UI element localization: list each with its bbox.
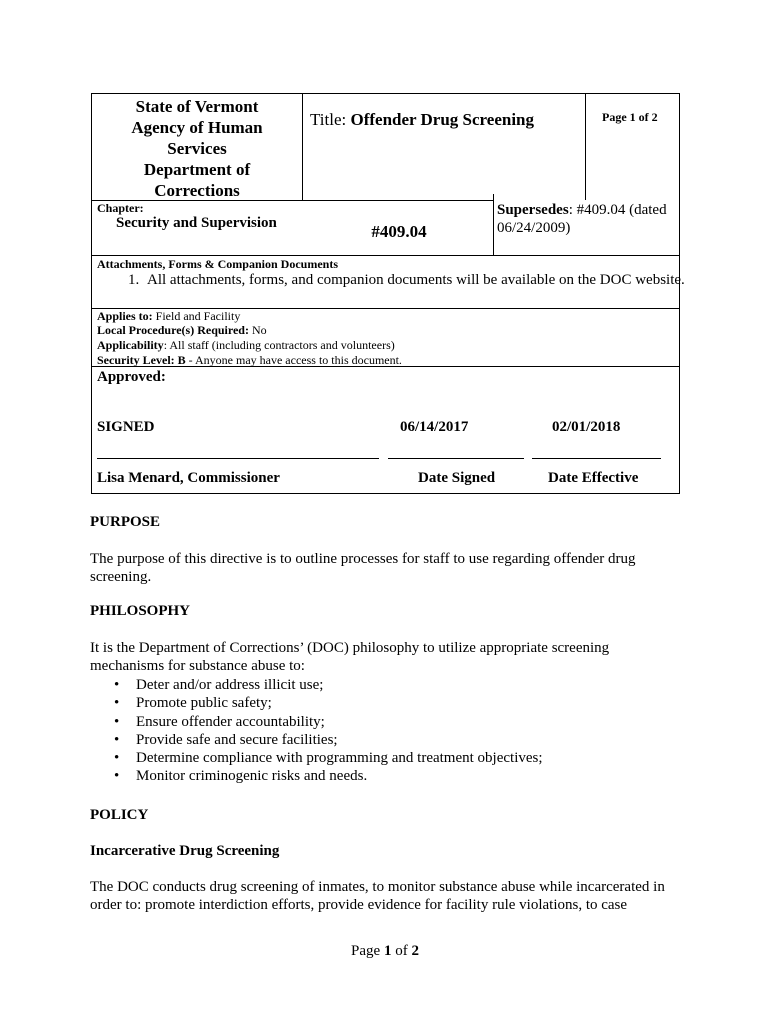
security-level bbox=[97, 353, 402, 368]
local-label: Local Procedure(s) Required: bbox=[97, 323, 249, 337]
header-page-number: Page 1 of 2 bbox=[602, 110, 658, 124]
supersedes-label: Supersedes bbox=[497, 202, 569, 218]
signer-name: Lisa Menard, Commissioner bbox=[97, 470, 280, 486]
incarcerative-text: The DOC conducts drug screening of inmates, to monitor substance abuse while incarcerated in order to: promote interdiction efforts, provide evidence for facility rule violations, to case bbox=[90, 879, 665, 913]
purpose-text: The purpose of this directive is to outline processes for staff to use regarding offender drug screening. bbox=[90, 551, 636, 585]
philosophy-text: It is the Department of Corrections’ (DOC) philosophy to utilize appropriate screening mechanisms for substance abuse to: bbox=[90, 640, 610, 674]
agency-line: Corrections bbox=[154, 181, 240, 200]
chapter-label: Chapter: bbox=[97, 201, 144, 215]
agency-line: State of Vermont bbox=[135, 97, 259, 116]
applicability bbox=[97, 338, 395, 353]
agency-line: Department of bbox=[143, 160, 251, 179]
local-value: No bbox=[248, 323, 267, 337]
supersedes-value: : #409.04 (dated 06/24/2009) bbox=[497, 202, 667, 236]
date-signed-label: Date Signed bbox=[418, 470, 496, 486]
footer-middle: of bbox=[391, 943, 412, 959]
date-effective-label: Date Effective bbox=[548, 470, 639, 486]
agency-line: Agency of Human bbox=[131, 118, 263, 137]
local-procedure bbox=[97, 323, 267, 338]
list-item: • Promote public safety; bbox=[112, 694, 543, 712]
applies-label: Applies to: bbox=[97, 309, 153, 323]
header-divider bbox=[302, 94, 303, 200]
security-value: - Anyone may have access to this document. bbox=[185, 353, 402, 367]
attachments-heading: Attachments, Forms & Companion Documents bbox=[97, 257, 338, 271]
header-divider bbox=[92, 255, 679, 256]
directive-title bbox=[310, 110, 534, 130]
title-value: Offender Drug Screening bbox=[350, 110, 535, 129]
purpose-heading: PURPOSE bbox=[90, 514, 161, 530]
list-item: • Provide safe and secure facilities; bbox=[112, 731, 543, 749]
applicability-label: Applicability bbox=[97, 338, 164, 352]
list-item: • Monitor criminogenic risks and needs. bbox=[112, 767, 543, 785]
page-footer bbox=[0, 943, 770, 960]
incarcerative-heading: Incarcerative Drug Screening bbox=[90, 843, 280, 859]
chapter-value: Security and Supervision bbox=[116, 215, 277, 231]
list-item: • Deter and/or address illicit use; bbox=[112, 676, 543, 694]
attachments-list bbox=[122, 272, 688, 289]
philosophy-bullets bbox=[112, 676, 543, 786]
footer-prefix: Page bbox=[351, 943, 384, 959]
header-divider bbox=[585, 94, 586, 200]
applicability-value: : All staff (including contractors and volunteers) bbox=[163, 338, 395, 352]
footer-total-pages: 2 bbox=[411, 943, 419, 959]
applies-value: Field and Facility bbox=[152, 309, 241, 323]
date-signed-line bbox=[388, 458, 524, 459]
title-label: Title: bbox=[310, 110, 347, 129]
list-item: • Determine compliance with programming and treatment objectives; bbox=[112, 749, 543, 767]
agency-line: Services bbox=[167, 139, 227, 158]
date-effective-value: 02/01/2018 bbox=[552, 419, 621, 435]
philosophy-heading: PHILOSOPHY bbox=[90, 603, 191, 619]
supersedes bbox=[497, 201, 677, 237]
date-signed-value: 06/14/2017 bbox=[400, 419, 469, 435]
directive-header-table bbox=[91, 93, 685, 494]
approved-label: Approved: bbox=[97, 369, 166, 385]
signed-status: SIGNED bbox=[97, 419, 155, 435]
policy-heading: POLICY bbox=[90, 807, 149, 823]
applies-to bbox=[97, 309, 240, 324]
signature-line bbox=[97, 458, 379, 459]
security-label: Security Level: B bbox=[97, 353, 186, 367]
list-item: 1. All attachments, forms, and companion documents will be available on the DOC website. bbox=[143, 272, 688, 289]
footer-current-page: 1 bbox=[383, 943, 392, 959]
agency-name bbox=[92, 96, 302, 201]
directive-number: #409.04 bbox=[371, 222, 427, 241]
date-effective-line bbox=[532, 458, 661, 459]
list-item: • Ensure offender accountability; bbox=[112, 713, 543, 731]
